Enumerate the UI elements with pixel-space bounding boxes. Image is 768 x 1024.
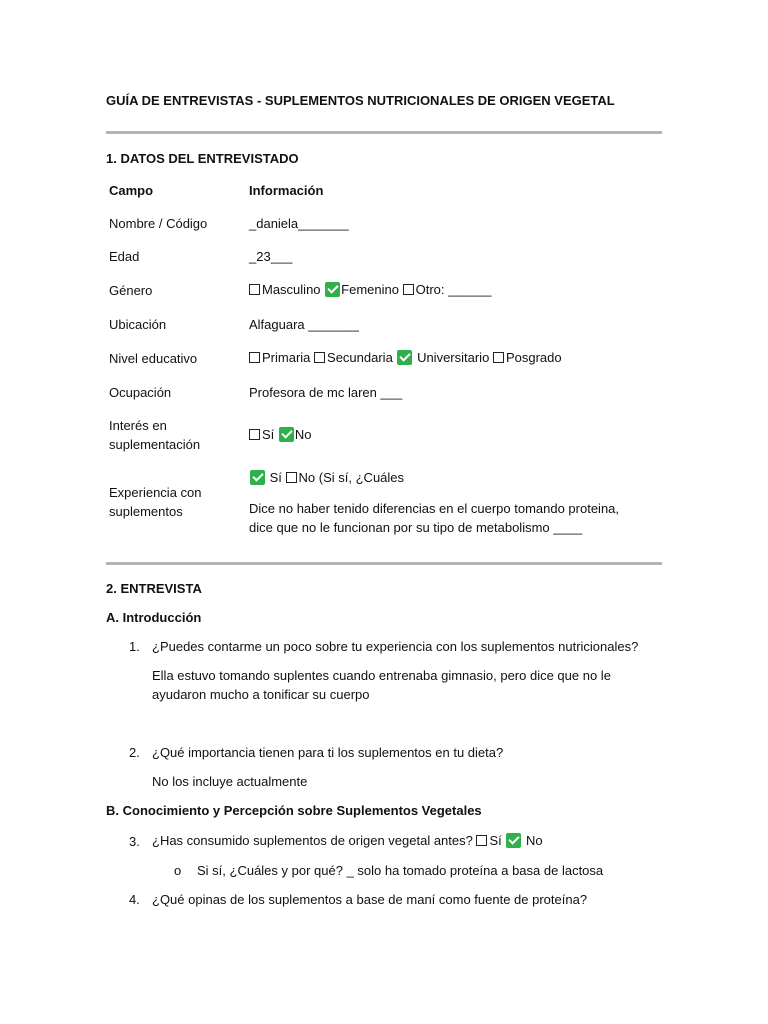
subheading-introduccion: A. Introducción [106,610,202,625]
option-otro: Otro: ______ [415,282,492,297]
answer-1-line1: Ella estuvo tomando suplentes cuando entrenaba gimnasio, pero dice que no le [152,668,611,683]
question-4: ¿Qué opinas de los suplementos a base de maní como fuente de proteína? [152,892,588,907]
checked-box-icon[interactable] [325,282,340,297]
question-1: ¿Puedes contarme un poco sobre tu experiencia con los suplementos nutricionales? [152,639,639,654]
option-no-cuales: No (Si sí, ¿Cuáles [298,470,405,485]
option-no: No [294,427,312,442]
field-label-nombre: Nombre / Código [109,216,208,231]
question-number-1: 1. [129,639,140,654]
option-posgrado: Posgrado [505,350,562,365]
field-label-interes: Interés en [109,418,167,433]
checked-box-icon[interactable] [250,470,265,485]
option-no: No [526,833,543,848]
document-title: GUÍA DE ENTREVISTAS - SUPLEMENTOS NUTRICIONALES DE ORIGEN VEGETAL [106,93,615,108]
bullet-icon: o [174,863,182,878]
question-number-2: 2. [129,745,140,760]
option-masculino: Masculino [262,282,321,297]
field-value-interes [249,427,312,442]
field-value-ocupacion: Profesora de mc laren ___ [249,385,403,400]
unchecked-box-icon[interactable] [249,352,260,363]
field-label-ubicacion: Ubicación [109,317,167,332]
checked-box-icon[interactable] [506,833,521,848]
unchecked-box-icon[interactable] [476,835,487,846]
checked-box-icon[interactable] [397,350,412,365]
question-2: ¿Qué importancia tienen para ti los suplementos en tu dieta? [152,745,504,760]
unchecked-box-icon[interactable] [493,352,504,363]
sub-question-3: Si sí, ¿Cuáles y por qué? _ solo ha tomado proteína a basa de lactosa [197,863,604,878]
experiencia-answer-line2: dice que no le funcionan por su tipo de metabolismo ____ [249,520,583,535]
field-label-edad: Edad [109,249,140,264]
field-label-interes-2: suplementación [109,437,201,452]
option-si: Sí [489,833,502,848]
field-value-experiencia-options [249,470,404,485]
column-header-informacion: Información [249,183,324,198]
question-number-3: 3. [129,834,140,849]
field-value-nombre: _daniela_______ [249,216,349,231]
field-label-nivel: Nivel educativo [109,351,198,366]
subheading-conocimiento: B. Conocimiento y Percepción sobre Suplementos Vegetales [106,803,482,818]
field-value-edad: _23___ [249,249,293,264]
unchecked-box-icon[interactable] [286,472,297,483]
field-value-nivel [249,350,562,365]
field-label-genero: Género [109,283,153,298]
unchecked-box-icon[interactable] [249,284,260,295]
field-value-genero [249,282,491,297]
column-header-campo: Campo [109,183,154,198]
unchecked-box-icon[interactable] [249,429,260,440]
question-number-4: 4. [129,892,140,907]
question-3 [152,833,543,848]
unchecked-box-icon[interactable] [403,284,414,295]
option-primaria: Primaria [262,350,311,365]
field-value-ubicacion: Alfaguara _______ [249,317,359,332]
option-si: Sí [269,470,282,485]
experiencia-answer-line1: Dice no haber tenido diferencias en el cuerpo tomando proteina, [249,501,620,516]
answer-1-line2: ayudaron mucho a tonificar su cuerpo [152,687,370,702]
option-secundaria: Secundaria [327,350,393,365]
answer-2: No los incluye actualmente [152,774,308,789]
option-femenino: Femenino [341,282,399,297]
option-si: Sí [262,427,275,442]
section-heading-entrevista: 2. ENTREVISTA [106,581,202,596]
field-label-experiencia-2: suplementos [109,504,183,519]
option-universitario: Universitario [417,350,490,365]
question-3-text: ¿Has consumido suplementos de origen vegetal antes? [152,833,473,848]
section-heading-datos: 1. DATOS DEL ENTREVISTADO [106,151,299,166]
unchecked-box-icon[interactable] [314,352,325,363]
checked-box-icon[interactable] [279,427,294,442]
divider [106,562,662,565]
divider [106,131,662,134]
field-label-ocupacion: Ocupación [109,385,172,400]
field-label-experiencia: Experiencia con [109,485,202,500]
